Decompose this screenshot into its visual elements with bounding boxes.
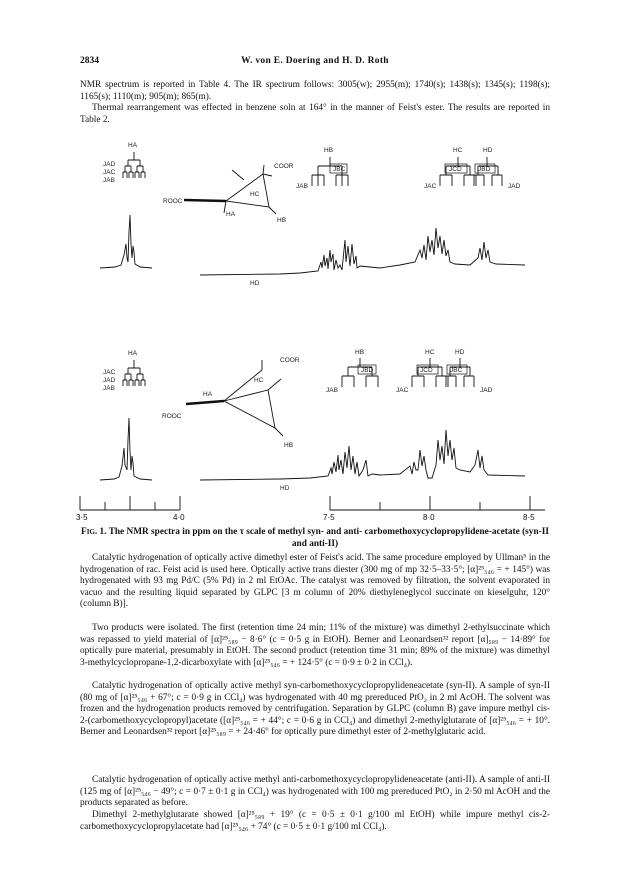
label-top-jac: JAC	[103, 169, 116, 176]
label-bottom-hb: HB	[355, 349, 365, 356]
label-top-ha: HA	[128, 142, 138, 149]
label-bottom-jab-r: JAB	[326, 387, 338, 394]
label-bottom-hb-struct: HB	[284, 442, 294, 449]
label-top-hb: HB	[324, 147, 334, 154]
spectrum-top-ha-peak	[100, 215, 152, 268]
label-bottom-rooc: ROOC	[162, 413, 182, 420]
running-title: W. von E. Doering and H. D. Roth	[241, 56, 389, 66]
label-bottom-ha: HA	[128, 350, 138, 357]
body-paragraph-4: Catalytic hydrogenation of optically active methyl anti-carbomethoxycyclopropylideneacetate (anti-II). A sample of anti-II (125 mg of [α]²⁵₅₄₆ − 49°; c = 0·7 ± 0·1 g in CCl₄) was hydrogenated with 100 mg prereduced PtO₂ in 2·50 ml AcOH and the products separated as before.	[80, 775, 550, 809]
label-bottom-jac-r: JAC	[396, 387, 409, 394]
label-bottom-jbd: JBD	[361, 367, 374, 374]
label-bottom-hd: HD	[455, 349, 465, 356]
label-bottom-jcd: JCD	[420, 367, 433, 374]
page-number: 2834	[80, 56, 99, 66]
structure-top-exocyclic	[184, 200, 226, 201]
label-bottom-hd-struct: HD	[280, 485, 290, 492]
spectrum-top-hbcd	[200, 228, 525, 275]
structure-top-bonds	[226, 170, 269, 207]
label-top-hc: HC	[453, 147, 463, 154]
label-top-hd: HD	[483, 147, 493, 154]
figure-caption	[80, 527, 550, 550]
label-bottom-hc: HC	[425, 349, 435, 356]
axis-tick-7-5: 7·5	[323, 513, 335, 522]
label-bottom-jac: JAC	[103, 369, 116, 376]
body-paragraph-5: Dimethyl 2-methylglutarate showed [α]²⁵₅₈₉ + 19° (c = 0·5 ± 0·1 g/100 ml EtOH) while impure methyl cis-2-carbomethoxycyclopropylacetate had [α]²⁵₅₄₆ + 74° (c = 0·5 ± 0·1 g/100 ml CCl₄).	[80, 810, 550, 832]
label-top-jad-r: JAD	[508, 183, 521, 190]
label-bottom-coor: COOR	[280, 357, 300, 364]
splitting-tree-top-ha	[123, 152, 145, 178]
label-top-hb-struct: HB	[277, 217, 287, 224]
body-paragraph-3: Catalytic hydrogenation of optically active methyl syn-carbomethoxycyclopropylideneacetate (syn-II). A sample of syn-II (80 mg of [α]²⁵₅₄₆ + 67°; c = 0·9 g in CCl₄) was hydrogenated with 40 mg prereduced PtO₂ in 2 ml AcOH. The solvent was frozen and the hydrogenation products removed by centrifugation. Separation by GLPC (column B) gave impure methyl cis-2-(carbomethoxycyclopropyl)acetate ([α]²⁵₅₄₆ = + 44°; c = 0·6 g in CCl₄) and dimethyl 2-methylglutarate of [α]²⁵₅₄₆ = + 10°. Berner and Leonardsen³² report [α]²⁵₅₈₉ = + 24·46° for optically pure dimethyl ester of 2-methylglutaric acid.	[80, 681, 550, 738]
label-top-rooc: ROOC	[163, 198, 183, 205]
label-bottom-hc-struct: HC	[254, 377, 264, 384]
structure-bottom-bonds	[224, 370, 275, 428]
label-top-jbd: JBD	[478, 166, 491, 173]
splitting-tree-bottom-ha	[123, 360, 145, 386]
structure-bottom-exocyclic	[186, 401, 224, 404]
label-top-hc-struct: HC	[250, 191, 260, 198]
label-bottom-jad: JAD	[103, 377, 116, 384]
body-paragraph-1: Catalytic hydrogenation of optically active dimethyl ester of Feist's acid. The same procedure employed by Ullman⁵ in the hydrogenation of rac. Feist acid is used here. Optically active trans diester (300 mg of mp 32·5–33·5°; [α]²⁵₅₄₆ = + 145°) was hydrogenated with 93 mg Pd/C (5% Pd) in 2 ml EtOAc. The catalyst was removed by filtration, the solvent evaporated in vacuo and the resulting liquid separated by GLPC [3 m column of 20% diethyleneglycol succinate on kieselguhr, 120° (column B)].	[80, 553, 550, 610]
label-top-ha-struct: HA	[226, 211, 236, 218]
intro-paragraph-2: Thermal rearrangement was effected in benzene soln at 164° in the manner of Feist's ester. The results are reported in Table 2.	[80, 103, 550, 125]
body-paragraph-2: Two products were isolated. The first (retention time 24 min; 11% of the mixture) was dimethyl 2-ethylsuccinate which was repassed to yield material of [α]²⁵₅₈₉ − 8·6° (c = 0·5 g in EtOH). Berner and Leonardsen³² report [α]₅₈₉ − 14·89° for optically pure material, presumably in EtOH. The second product (retention time 31 min; 89% of the mixture) was dimethyl 3-methylcyclopropane-1,2-dicarboxylate with [α]²⁵₅₄₆ = + 124·5° (c = 0·9 ± 0·2 in CCl₄).	[80, 623, 550, 668]
label-top-hd-struct: HD	[250, 280, 260, 287]
figure-caption-label: Fig. 1.	[81, 527, 107, 537]
label-bottom-jbc: JBC	[450, 367, 463, 374]
label-top-jcd: JCD	[449, 166, 462, 173]
axis-tick-8-5: 8·5	[523, 513, 535, 522]
label-bottom-jab: JAB	[103, 385, 115, 392]
label-top-coor: COOR	[274, 163, 294, 170]
label-top-jab: JAB	[103, 177, 115, 184]
intro-paragraph-1: NMR spectrum is reported in Table 4. The IR spectrum follows: 3005(w); 2955(m); 1740(s); 1438(s); 1345(s); 1198(s); 1165(s); 1110(m); 905(m); 865(m).	[80, 80, 550, 102]
label-top-jad: JAD	[103, 161, 116, 168]
label-top-jbc: JBC	[333, 166, 346, 173]
label-bottom-ha-struct: HA	[203, 391, 213, 398]
label-bottom-jad-r: JAD	[480, 387, 493, 394]
axis-tick-3-5: 3·5	[76, 513, 88, 522]
tau-axis	[80, 496, 545, 510]
spectrum-bottom-ha-peak	[100, 418, 152, 480]
label-top-jab-r: JAB	[296, 183, 308, 190]
figure-caption-text: The NMR spectra in ppm on the τ scale of methyl syn- and anti- carbomethoxycyclopropylidene-acetate (syn-II and anti-II)	[108, 527, 549, 549]
axis-tick-4-0: 4·0	[173, 513, 185, 522]
spectrum-bottom-hbcd	[200, 430, 525, 480]
label-top-jac-r: JAC	[424, 183, 437, 190]
axis-tick-8-0: 8·0	[423, 513, 435, 522]
